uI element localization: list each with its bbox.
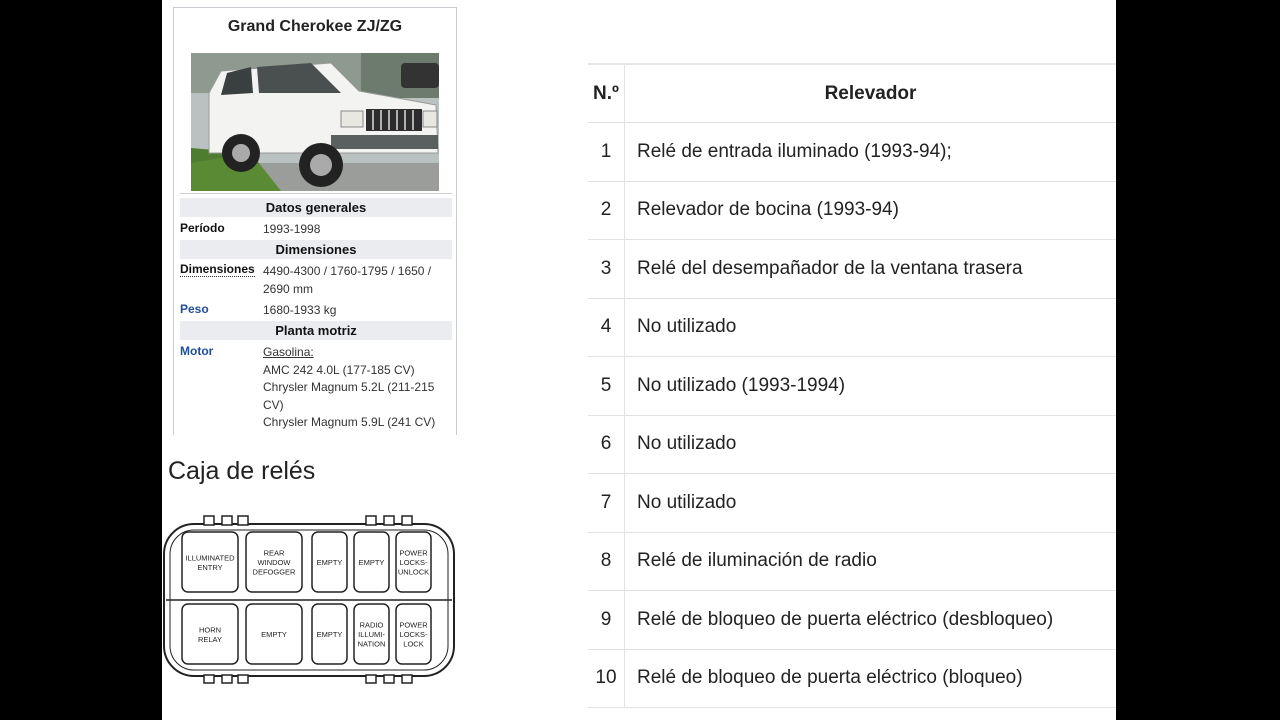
relay-number: 10 (588, 649, 625, 708)
header-desc: Relevador (625, 64, 1117, 123)
header-num: N.º (588, 64, 625, 123)
relay-description: Relé de entrada iluminado (1993-94); (625, 123, 1117, 182)
relay-number: 7 (588, 474, 625, 533)
row-period (180, 221, 452, 241)
table-row (588, 357, 1116, 416)
relay-number: 8 (588, 532, 625, 591)
relay-number: 5 (588, 357, 625, 416)
relay-number: 6 (588, 415, 625, 474)
table-row (588, 532, 1116, 591)
relay-description: No utilizado (625, 474, 1117, 533)
relay-slot-label: EMPTY (261, 630, 287, 639)
table-row (588, 474, 1116, 533)
relay-slot-label: EMPTY (358, 558, 385, 567)
relay-description: Relé del desempañador de la ventana trasera (625, 240, 1117, 299)
row-weight (180, 302, 452, 322)
table-row (588, 415, 1116, 474)
period-value: 1993-1998 (263, 222, 321, 236)
relay-description: Relé de bloqueo de puerta eléctrico (bloqueo) (625, 649, 1117, 708)
table-row (588, 649, 1116, 708)
relay-description: Relevador de bocina (1993-94) (625, 181, 1117, 240)
relay-number: 1 (588, 123, 625, 182)
row-engine (180, 344, 452, 434)
content-frame (162, 0, 1116, 720)
section-header-powertrain: Planta motriz (180, 321, 452, 340)
relay-slot-label: HORN RELAY (197, 625, 223, 644)
divider (180, 193, 452, 194)
relay-slot-label: POWER LOCKS-LOCK (399, 620, 428, 649)
relay-slot-label: ILLUMINATED ENTRY (185, 553, 235, 572)
row-dimensions (180, 263, 452, 303)
relay-number: 9 (588, 591, 625, 650)
relay-description: No utilizado (625, 298, 1117, 357)
engine-value (263, 344, 453, 432)
table-row (588, 240, 1116, 299)
relay-box-diagram (162, 512, 462, 686)
vehicle-photo (191, 53, 439, 191)
infobox (173, 7, 457, 435)
weight-label[interactable]: Peso (180, 302, 209, 316)
section-header-dimensions: Dimensiones (180, 240, 452, 259)
relay-table (588, 63, 1116, 708)
relay-description: Relé de iluminación de radio (625, 532, 1117, 591)
section-header-general: Datos generales (180, 198, 452, 217)
relay-number: 2 (588, 181, 625, 240)
engine-label[interactable]: Motor (180, 344, 214, 358)
relay-description: Relé de bloqueo de puerta eléctrico (desbloqueo) (625, 591, 1117, 650)
relay-slot-label: EMPTY (316, 558, 343, 567)
engine-fuel-link[interactable]: Gasolina: (263, 345, 314, 359)
engine-line: Chrysler Magnum 5.2L (211-215 CV) (263, 380, 435, 412)
table-row (588, 181, 1116, 240)
relay-slot-label: EMPTY (316, 630, 343, 639)
relay-slot-label: RADIO ILLUMI-NATION (357, 620, 386, 649)
table-row (588, 591, 1116, 650)
table-row (588, 123, 1116, 182)
relay-number: 3 (588, 240, 625, 299)
table-row (588, 298, 1116, 357)
dimensions-label: Dimensiones (180, 262, 255, 276)
period-label: Período (180, 221, 225, 235)
relay-description: No utilizado (1993-1994) (625, 357, 1117, 416)
dimensions-value: 4490-4300 / 1760-1795 / 1650 / 2690 mm (263, 264, 432, 296)
section-title: Caja de relés (168, 457, 316, 485)
relay-number: 4 (588, 298, 625, 357)
engine-line: Chrysler Magnum 5.9L (241 CV) (263, 415, 436, 429)
infobox-title: Grand Cherokee ZJ/ZG (227, 18, 403, 35)
relay-slot-label: POWER LOCKS-UNLOCK (397, 548, 430, 577)
weight-value: 1680-1933 kg (263, 303, 337, 317)
table-header-row (588, 64, 1116, 123)
relay-slot-label: REAR WINDOW DEFOGGER (252, 548, 296, 577)
engine-line: AMC 242 4.0L (177-185 CV) (263, 362, 415, 377)
relay-description: No utilizado (625, 415, 1117, 474)
